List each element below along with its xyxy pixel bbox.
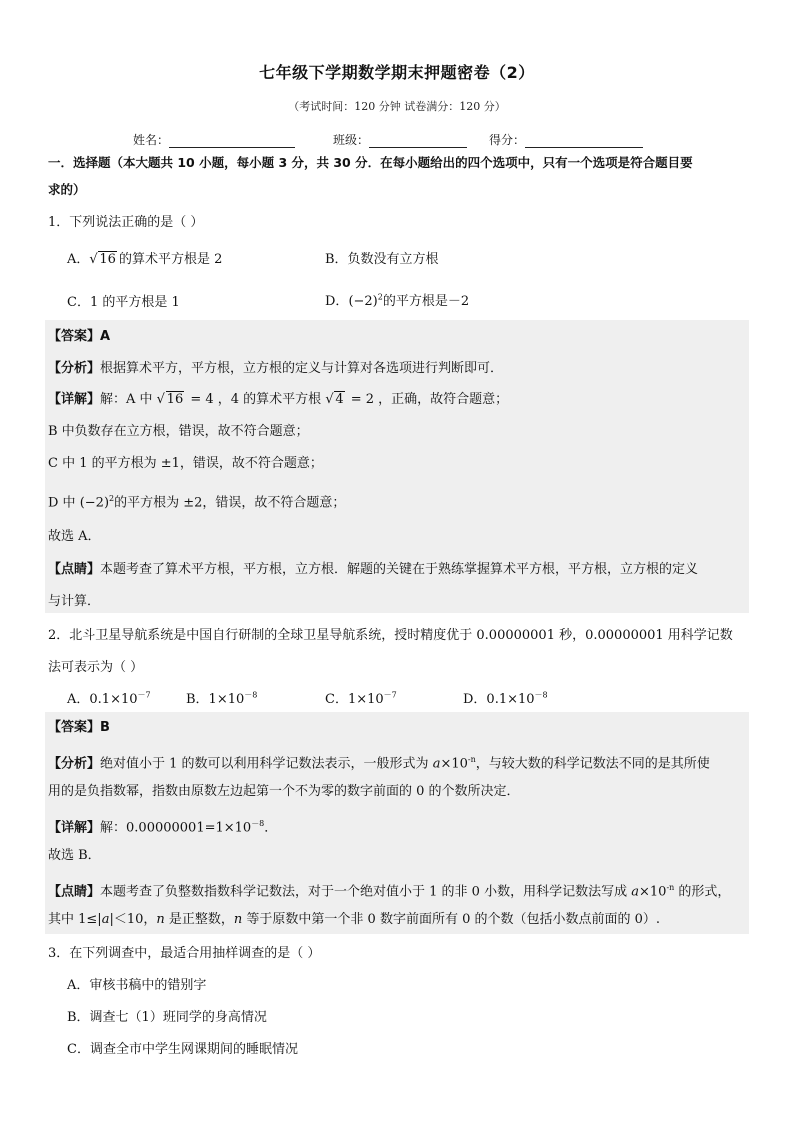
score-field[interactable] <box>525 133 643 148</box>
detail-text: 解：0.00000001=1×10 <box>100 820 252 836</box>
question-3-option-c: C．调查全市中学生网课期间的睡眠情况 <box>67 1042 298 1057</box>
question-2-comment-cont <box>48 911 660 929</box>
power-exponent: -n <box>467 755 476 764</box>
question-1-detail-c: C 中 1 的平方根为 ±1，错误，故不符合题意； <box>48 456 323 471</box>
question-1-option-d <box>325 290 469 309</box>
question-1-comment <box>48 561 698 579</box>
power-exponent: －7 <box>137 690 151 700</box>
detail-text: 的平方根为 ±2，错误，故不符合题意； <box>114 495 346 511</box>
section-heading <box>48 149 748 203</box>
analysis-text: ×10 <box>440 756 468 772</box>
option-text: A．0.1×10 <box>67 692 138 707</box>
question-1-stem: 1．下列说法正确的是（ ） <box>48 215 204 230</box>
power-base: (−2) <box>79 495 110 511</box>
detail-text: = 2 ，正确，故符合题意； <box>346 392 509 407</box>
detail-tag: 【详解】 <box>48 392 101 407</box>
question-1-detail <box>48 391 508 409</box>
option-text: 的算术平方根是 2 <box>118 252 223 267</box>
exam-info: （考试时间：120 分钟 试卷满分：120 分） <box>288 100 506 113</box>
name-label: 姓名： <box>133 133 170 147</box>
comment-tag: 【点睛】 <box>48 884 101 900</box>
question-2-comment <box>48 879 730 901</box>
power-exponent: －7 <box>383 690 397 700</box>
sqrt-symbol: √ 4 <box>325 392 344 407</box>
comment-text: 的形式， <box>674 884 731 900</box>
power-exponent: -n <box>666 883 675 892</box>
student-info-row <box>133 131 643 148</box>
question-1-option-b: B．负数没有立方根 <box>325 252 439 267</box>
question-2-choice: 故选 B． <box>48 848 101 863</box>
option-label: A． <box>67 252 90 267</box>
detail-text: 解：A 中 <box>100 392 157 407</box>
power-exponent: 2 <box>109 494 115 503</box>
score-label: 得分： <box>489 133 526 147</box>
radicand: 4 <box>335 392 344 407</box>
analysis-tag: 【分析】 <box>48 361 101 376</box>
question-2-detail <box>48 815 277 837</box>
question-2-analysis-cont: 用的是负指数幂，指数由原数左边起第一个不为零的数字前面的 0 的个数所决定． <box>48 784 520 799</box>
question-1-detail-d <box>48 490 345 512</box>
question-1-analysis <box>48 360 503 378</box>
detail-text: = 4 ，4 的算术平方根 <box>186 392 326 407</box>
question-1-choice: 故选 A． <box>48 529 101 544</box>
question-2-option-c <box>325 688 397 707</box>
question-1-option-c: C．1 的平方根是 1 <box>67 295 180 310</box>
power-exponent: －8 <box>534 690 548 700</box>
class-label: 班级： <box>333 133 370 147</box>
question-1-answer <box>48 328 110 346</box>
question-3-stem: 3．在下列调查中，最适合用抽样调查的是（ ） <box>48 946 321 961</box>
comment-tag: 【点睛】 <box>48 562 101 577</box>
section-heading-line: 一．选择题（本大题共 10 小题，每小题 3 分，共 30 分．在每小题给出的四个选项中，只有一个选项是符合题目要 <box>48 155 693 170</box>
power-base: (−2) <box>348 294 378 309</box>
option-text: C．1×10 <box>325 692 384 707</box>
class-field[interactable] <box>369 133 467 148</box>
comment-text: 是正整数， <box>164 912 234 927</box>
math-variable: a <box>432 756 441 772</box>
answer-tag: 【答案】B <box>48 720 110 735</box>
question-2-option-d <box>463 688 548 707</box>
question-2-stem-cont: 法可表示为（ ） <box>48 660 144 675</box>
question-2-option-a <box>67 688 151 707</box>
question-1-option-a <box>67 248 222 267</box>
question-3-option-a: A．审核书稿中的错别字 <box>67 978 207 993</box>
radicand: 16 <box>99 252 116 267</box>
power-exponent: －8 <box>251 819 265 828</box>
comment-text: |＜10， <box>109 912 157 927</box>
analysis-text: ，与较大数的科学记数法不同的是其所使 <box>475 756 710 772</box>
math-variable: a <box>631 884 639 900</box>
answer-tag: 【答案】A <box>48 329 111 344</box>
option-text: 的平方根是－2 <box>382 294 470 309</box>
comment-text: 本题考查了负整数指数科学记数法，对于一个绝对值小于 1 的非 0 小数，用科学记数法写成 <box>100 884 632 900</box>
detail-tag: 【详解】 <box>48 820 101 836</box>
option-label: D． <box>325 294 349 309</box>
comment-text: ×10 <box>639 884 667 900</box>
detail-text: ． <box>264 820 278 836</box>
option-text: D．0.1×10 <box>463 692 535 707</box>
sqrt-symbol: √ 16 <box>89 252 116 267</box>
math-variable: a <box>101 912 110 927</box>
question-2-stem: 2．北斗卫星导航系统是中国自行研制的全球卫星导航系统，授时精度优于 0.00000001 秒，0.00000001 用科学记数 <box>48 628 733 643</box>
analysis-text: 绝对值小于 1 的数可以利用科学记数法表示，一般形式为 <box>100 756 433 772</box>
option-text: B．1×10 <box>186 692 245 707</box>
question-1-detail-b: B 中负数存在立方根，错误，故不符合题意； <box>48 424 309 439</box>
comment-text: 本题考查了算术平方根，平方根，立方根．解题的关键在于熟练掌握算术平方根，平方根，立方根的定义 <box>100 562 699 577</box>
question-2-analysis <box>48 751 710 773</box>
question-2-answer <box>48 719 110 737</box>
detail-text: D 中 <box>48 495 80 511</box>
name-field[interactable] <box>169 133 295 148</box>
power-exponent: 2 <box>377 292 383 302</box>
sqrt-symbol: √ 16 <box>156 392 184 407</box>
question-3-option-b: B．调查七（1）班同学的身高情况 <box>67 1010 267 1025</box>
math-variable: n <box>156 912 165 927</box>
radicand: 16 <box>166 392 184 407</box>
analysis-tag: 【分析】 <box>48 756 101 772</box>
analysis-text: 根据算术平方，平方根，立方根的定义与计算对各选项进行判断即可． <box>100 361 504 376</box>
comment-text: 等于原数中第一个非 0 数字前面所有 0 的个数（包括小数点前面的 0）. <box>242 912 661 927</box>
question-2-option-b <box>186 688 257 707</box>
power-exponent: －8 <box>244 690 258 700</box>
page-title: 七年级下学期数学期末押题密卷（2） <box>259 63 535 82</box>
math-variable: n <box>233 912 243 927</box>
comment-text: 其中 1≤| <box>48 912 102 927</box>
section-heading-line: 求的） <box>48 182 86 197</box>
question-1-comment-cont: 与计算． <box>48 594 101 609</box>
